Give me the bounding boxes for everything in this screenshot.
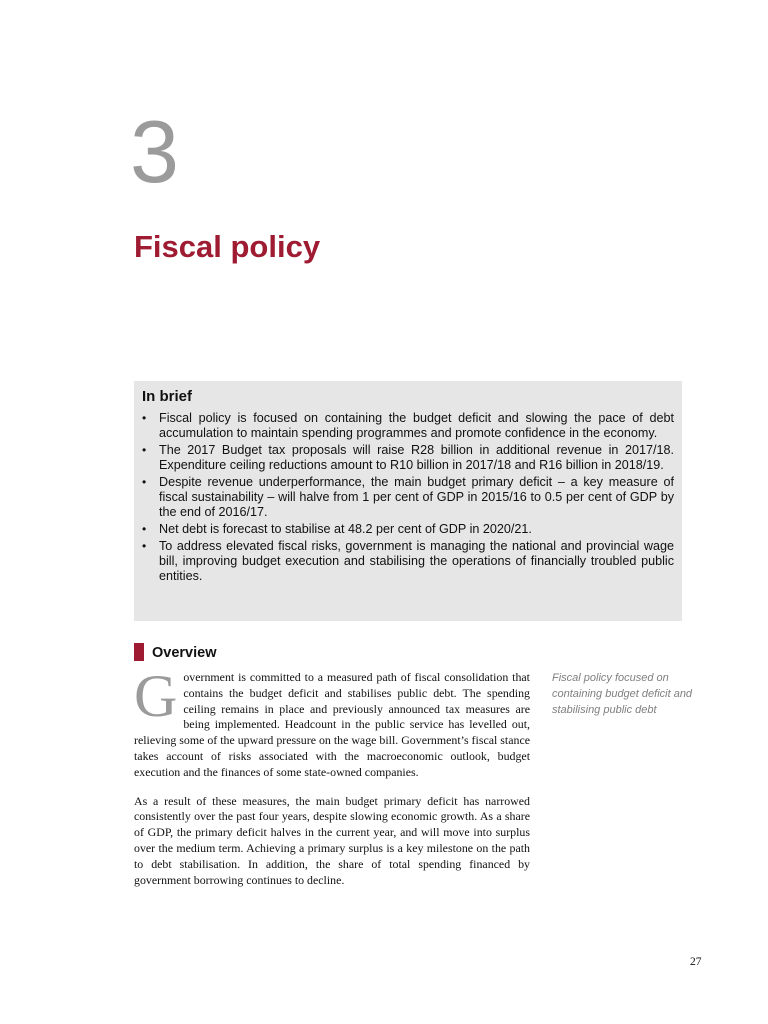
overview-paragraph-1-text: overnment is committed to a measured path of fiscal consolidation that contains the budget deficit and stabilises public debt. The spending ceiling remains in place and previously announced tax measures are being implemented. Headcount in the public service has levelled out, relieving some of the upward pressure on the wage bill. Government’s fiscal stance takes account of risks associated with the macroeconomic outlook, budget execution and the finances of some state-owned companies. [134, 670, 530, 779]
bullet-icon: • [142, 522, 147, 536]
chapter-title: Fiscal policy [134, 229, 321, 264]
bullet-icon: • [142, 411, 147, 425]
in-brief-item-text: To address elevated fiscal risks, government is managing the national and provincial wage bill, improving budget execution and stabilising the operations of financially troubled public entities. [159, 539, 674, 583]
page-number: 27 [690, 956, 702, 968]
in-brief-item [142, 522, 674, 537]
bullet-icon: • [142, 475, 147, 489]
bullet-icon: • [142, 443, 147, 457]
in-brief-item [142, 539, 674, 584]
in-brief-item [142, 443, 674, 473]
margin-note: Fiscal policy focused on containing budget deficit and stabilising public debt [552, 672, 693, 716]
in-brief-item-text: The 2017 Budget tax proposals will raise R28 billion in additional revenue in 2017/18. Expenditure ceiling reductions amount to R10 billion in 2017/18 and R16 billion in 2018/19. [159, 443, 674, 472]
drop-cap: G [134, 663, 178, 729]
chapter-number: 3 [130, 102, 179, 201]
in-brief-list [142, 411, 674, 584]
overview-heading: Overview [152, 645, 217, 661]
in-brief-box [134, 381, 682, 621]
in-brief-item-text: Fiscal policy is focused on containing the budget deficit and slowing the pace of debt accumulation to maintain spending programmes and promote confidence in the economy. [159, 411, 674, 440]
overview-paragraph-2: As a result of these measures, the main budget primary deficit has narrowed consistently over the past four years, despite slowing economic growth. As a share of GDP, the primary deficit halves in the current year, and will move into surplus over the medium term. Achieving a primary surplus is a key milestone on the path to debt stabilisation. In addition, the share of total spending financed by government borrowing continues to decline. [134, 793, 530, 887]
overview-body [134, 663, 530, 901]
in-brief-item-text: Despite revenue underperformance, the main budget primary deficit – a key measure of fiscal sustainability – will halve from 1 per cent of GDP in 2015/16 to 0.5 per cent of GDP by the end of 2016/17. [159, 475, 674, 519]
in-brief-item [142, 411, 674, 441]
section-marker-bar [134, 643, 144, 661]
in-brief-heading: In brief [142, 388, 193, 405]
bullet-icon: • [142, 539, 147, 553]
overview-paragraph-1 [134, 663, 530, 781]
in-brief-item-text: Net debt is forecast to stabilise at 48.2 per cent of GDP in 2020/21. [159, 522, 532, 536]
in-brief-item [142, 475, 674, 520]
